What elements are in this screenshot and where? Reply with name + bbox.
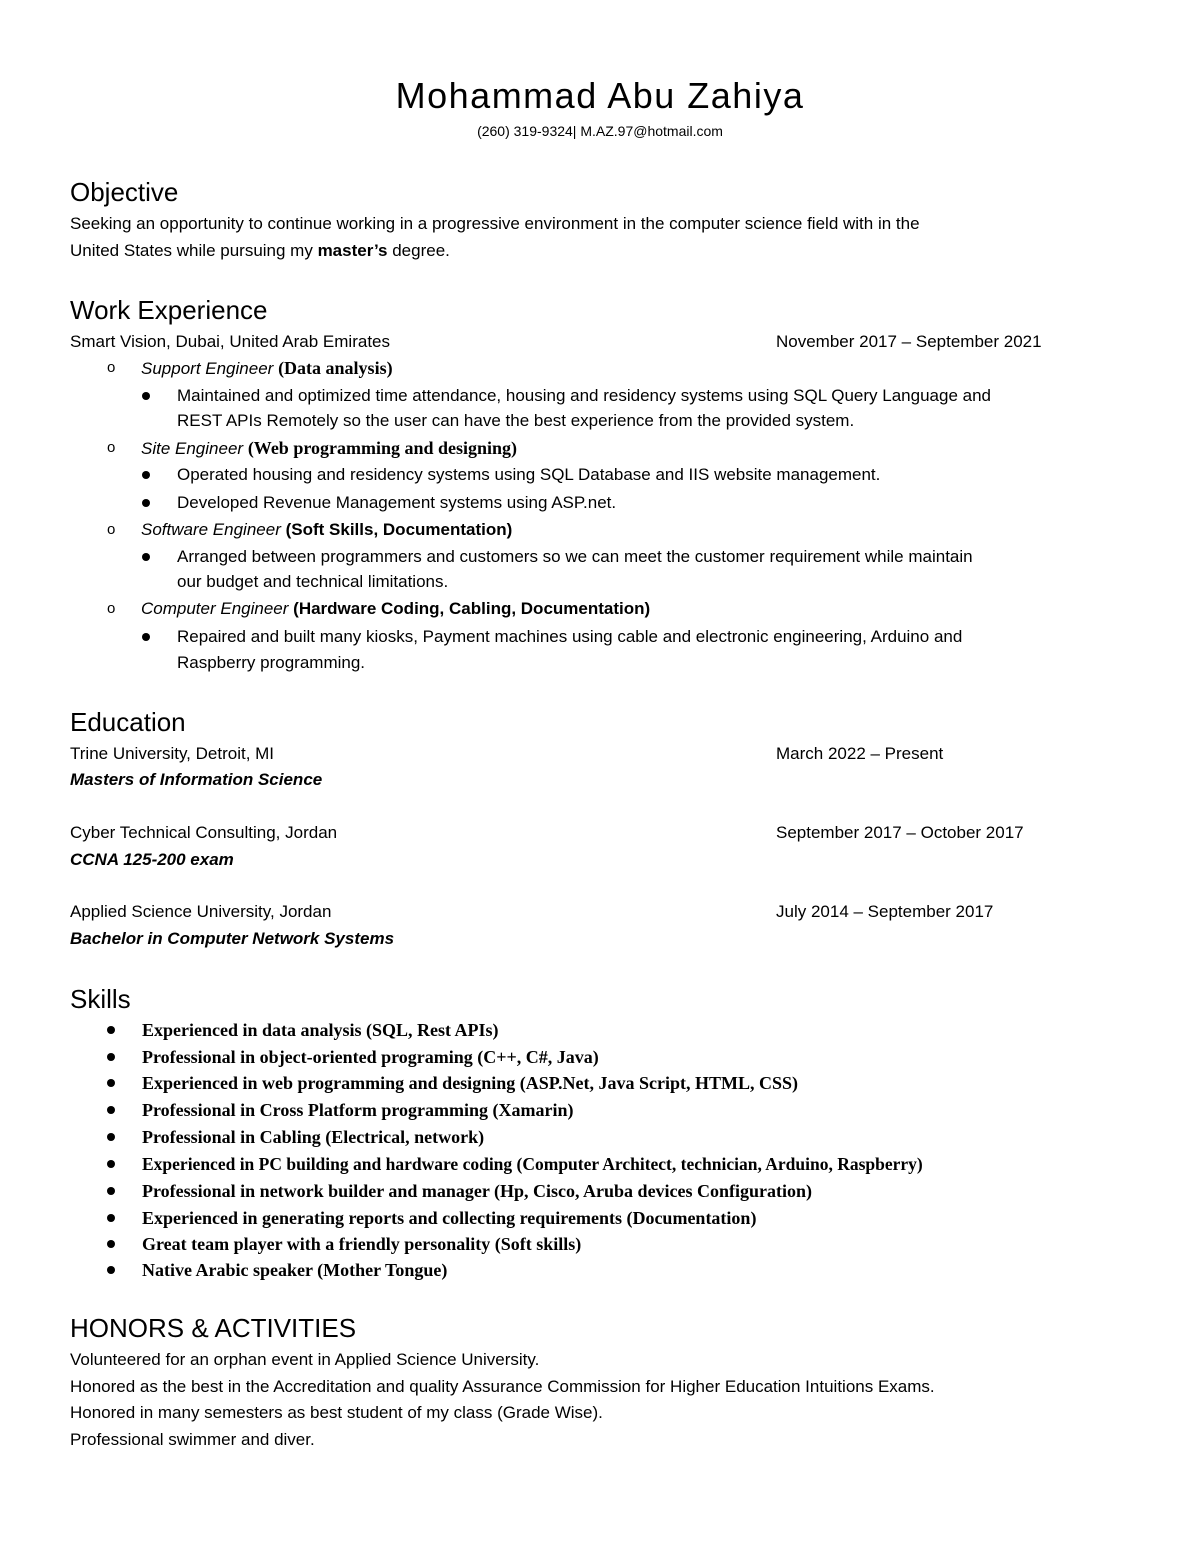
skills-heading: Skills <box>70 984 131 1014</box>
skill-item: Professional in network builder and manager (Hp, Cisco, Aruba devices Configuration) <box>142 1181 813 1201</box>
bullet-dot <box>107 1053 115 1061</box>
skill-item: Experienced in generating reports and collecting requirements (Documentation) <box>142 1208 757 1228</box>
role-bullet-line: Arranged between programmers and customers so we can meet the customer requirement while maintain <box>177 547 973 566</box>
bullet-dot <box>107 1106 115 1114</box>
education-dates: July 2014 – September 2017 <box>776 902 994 921</box>
objective-bold-word: master’s <box>317 241 388 260</box>
role-bullet-line: Developed Revenue Management systems using ASP.net. <box>177 493 617 512</box>
bullet-dot <box>107 1079 115 1087</box>
bullet-dot <box>142 633 150 641</box>
objective-line-2-end: degree. <box>387 241 450 260</box>
role-bullet-line: REST APIs Remotely so the user can have the best experience from the provided system. <box>177 411 855 430</box>
objective-line-1: Seeking an opportunity to continue working in a progressive environment in the computer science field with in the <box>70 214 920 233</box>
education-degree: CCNA 125-200 exam <box>70 850 234 869</box>
skill-item: Professional in Cabling (Electrical, network) <box>142 1127 485 1147</box>
role-bullet-line: Operated housing and residency systems using SQL Database and IIS website management. <box>177 465 881 484</box>
education-dates: September 2017 – October 2017 <box>776 823 1024 842</box>
role-marker: o <box>107 600 116 617</box>
work-experience-heading: Work Experience <box>70 295 268 325</box>
role-marker: o <box>107 359 116 376</box>
bullet-dot <box>107 1240 115 1248</box>
skill-item: Professional in object-oriented programing (C++, C#, Java) <box>142 1047 599 1067</box>
role-line <box>141 436 517 461</box>
candidate-name: Mohammad Abu Zahiya <box>395 75 805 116</box>
bullet-dot <box>107 1266 115 1274</box>
bullet-dot <box>107 1160 115 1168</box>
role-marker: o <box>107 439 116 456</box>
work-company: Smart Vision, Dubai, United Arab Emirates <box>70 332 390 351</box>
role-bullet-line: our budget and technical limitations. <box>177 572 449 591</box>
bullet-dot <box>107 1133 115 1141</box>
honor-item: Volunteered for an orphan event in Applied Science University. <box>70 1350 540 1369</box>
role-marker: o <box>107 521 116 538</box>
objective-line-2-start: United States while pursuing my <box>70 241 318 260</box>
role-focus: (Soft Skills, Documentation) <box>285 520 513 539</box>
role-bullet-line: Maintained and optimized time attendance, housing and residency systems using SQL Query Language and <box>177 386 991 405</box>
bullet-dot <box>142 392 150 400</box>
role-title: Software Engineer <box>141 520 281 539</box>
bullet-dot <box>142 471 150 479</box>
education-degree: Masters of Information Science <box>70 770 323 789</box>
bullet-dot <box>142 553 150 561</box>
role-bullet-line: Repaired and built many kiosks, Payment machines using cable and electronic engineering, Arduino and <box>177 627 963 646</box>
role-focus: (Data analysis) <box>278 358 393 378</box>
honors-heading: HONORS & ACTIVITIES <box>70 1313 357 1343</box>
role-line <box>141 597 650 621</box>
skill-item: Professional in Cross Platform programming (Xamarin) <box>142 1100 574 1120</box>
skill-item: Experienced in data analysis (SQL, Rest APIs) <box>142 1020 499 1040</box>
objective-heading: Objective <box>70 177 179 207</box>
skill-item: Experienced in web programming and designing (ASP.Net, Java Script, HTML, CSS) <box>142 1073 799 1093</box>
education-school: Applied Science University, Jordan <box>70 902 332 921</box>
role-line <box>141 518 512 542</box>
role-bullet-line: Raspberry programming. <box>177 653 366 672</box>
honor-item: Professional swimmer and diver. <box>70 1430 315 1449</box>
role-title: Support Engineer <box>141 359 274 378</box>
skill-item: Great team player with a friendly personality (Soft skills) <box>142 1234 582 1254</box>
role-focus: (Hardware Coding, Cabling, Documentation) <box>293 599 651 618</box>
contact-line: (260) 319-9324| M.AZ.97@hotmail.com <box>477 123 723 139</box>
education-degree: Bachelor in Computer Network Systems <box>70 929 395 948</box>
skill-item: Experienced in PC building and hardware coding (Computer Architect, technician, Arduino, Raspberry) <box>142 1154 923 1174</box>
role-line <box>141 356 393 381</box>
honor-item: Honored in many semesters as best student of my class (Grade Wise). <box>70 1403 603 1422</box>
role-title: Computer Engineer <box>141 599 289 618</box>
bullet-dot <box>142 499 150 507</box>
bullet-dot <box>107 1214 115 1222</box>
honor-item: Honored as the best in the Accreditation and quality Assurance Commission for Higher Education Intuitions Exams. <box>70 1377 935 1396</box>
skill-item: Native Arabic speaker (Mother Tongue) <box>142 1260 448 1280</box>
education-school: Trine University, Detroit, MI <box>70 744 275 763</box>
education-dates: March 2022 – Present <box>776 744 944 763</box>
work-dates: November 2017 – September 2021 <box>776 332 1042 351</box>
education-heading: Education <box>70 707 186 737</box>
bullet-dot <box>107 1187 115 1195</box>
education-school: Cyber Technical Consulting, Jordan <box>70 823 338 842</box>
role-focus: (Web programming and designing) <box>247 438 518 458</box>
objective-line-2 <box>70 239 450 263</box>
role-title: Site Engineer <box>141 439 244 458</box>
bullet-dot <box>107 1026 115 1034</box>
